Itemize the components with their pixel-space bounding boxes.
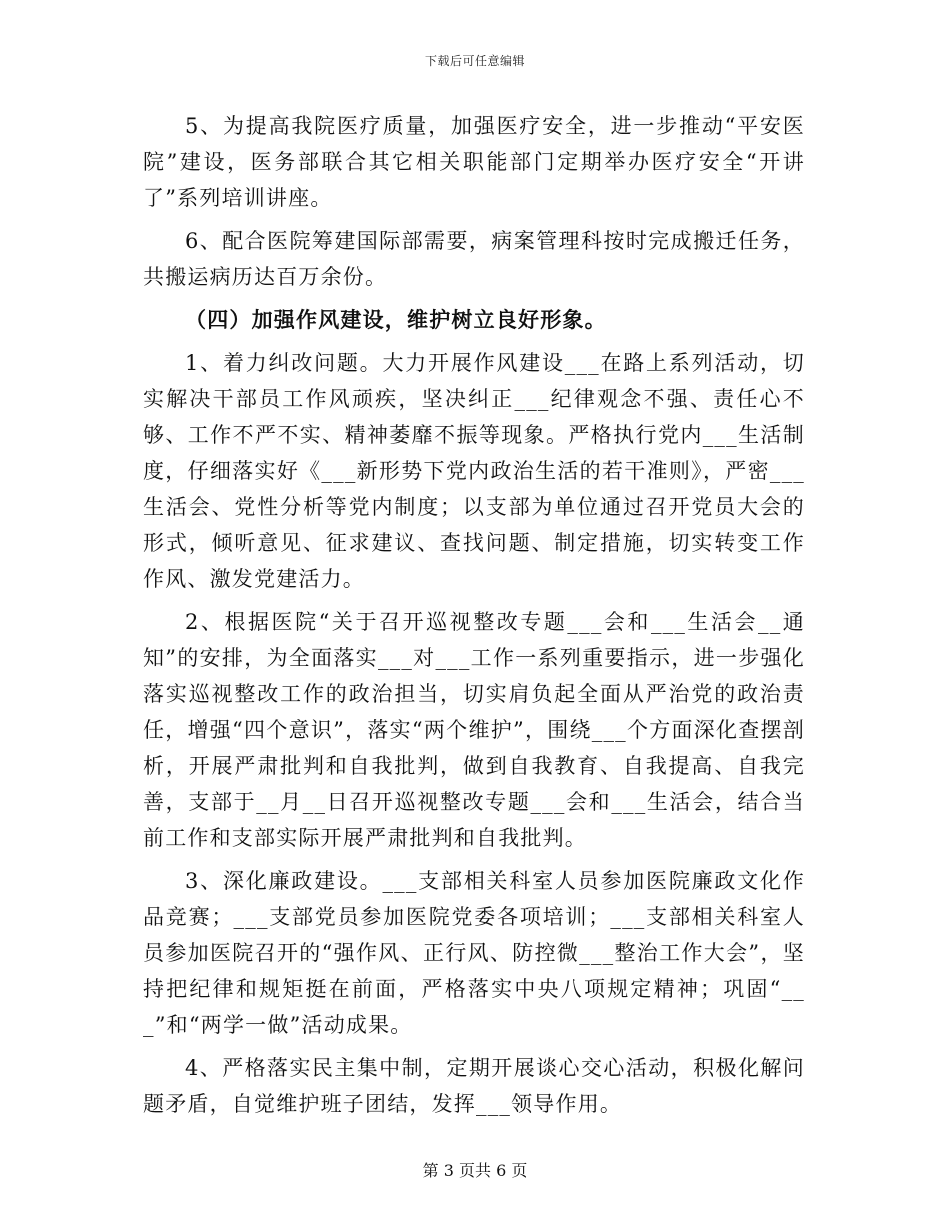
paragraph-point-4: 4、严格落实民主集中制，定期开展谈心交心活动，积极化解问题矛盾，自觉维护班子团结，发挥___领导作用。 [143, 1056, 805, 1116]
section-heading-4: （四）加强作风建设，维护树立良好形象。 [185, 307, 607, 332]
paragraph-point-1: 1、着力纠改问题。大力开展作风建设___在路上系列活动，切实解决干部员工作风顽疾，坚决纠正___纪律观念不强、责任心不够、工作不严不实、精神萎靡不振等现象。严格执行党内___生活制度，仔细落实好《___新形势下党内政治生活的若干准则》，严密___生活会、党性分析等党内制度；以支部为单位通过召开党员大会的形式，倾听意见、征求建议、查找问题、制定措施，切实转变工作作风、激发党建活力。 [143, 351, 805, 591]
paragraph-point-2: 2、根据医院“关于召开巡视整改专题___会和___生活会__通知”的安排，为全面落实___对___工作一系列重要指示，进一步强化落实巡视整改工作的政治担当，切实肩负起全面从严治党的政治责任，增强“四个意识”，落实“两个维护”，围绕___个方面深化查摆剖析，开展严肃批判和自我批判，做到自我教育、自我提高、自我完善，支部于__月__日召开巡视整改专题___会和___生活会，结合当前工作和支部实际开展严肃批判和自我批判。 [143, 610, 805, 850]
paragraph-item-5: 5、为提高我院医疗质量，加强医疗安全，进一步推动“平安医院”建设，医务部联合其它相关职能部门定期举办医疗安全“开讲了”系列培训讲座。 [143, 114, 805, 210]
page-number: 第 3 页共 6 页 [422, 1161, 528, 1180]
paragraph-item-6: 6、配合医院筹建国际部需要，病案管理科按时完成搬迁任务，共搬运病历达百万余份。 [143, 229, 805, 289]
paragraph-point-3: 3、深化廉政建设。___支部相关科室人员参加医院廉政文化作品竞赛；___支部党员参加医院党委各项培训；___支部相关科室人员参加医院召开的“强作风、正行风、防控微___整治工作大会”，坚持把纪律和规矩挺在前面，严格落实中央八项规定精神；巩固“___”和“两学一做”活动成果。 [143, 869, 805, 1037]
document-body [143, 108, 805, 1122]
page-header-note: 下载后可任意编辑 [424, 54, 525, 68]
